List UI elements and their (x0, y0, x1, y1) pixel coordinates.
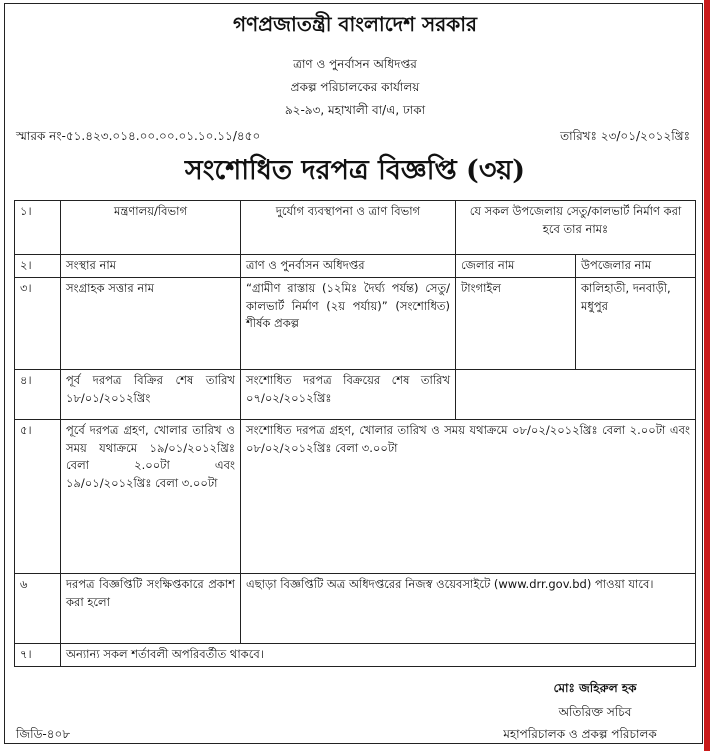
table-row (15, 419, 696, 573)
row-number: ৪। (15, 369, 61, 419)
district-column-header: জেলার নাম (456, 255, 576, 278)
office-address: ৯২-৯৩, মহাখালী বা/এ, ঢাকা (284, 103, 426, 117)
table-row (15, 255, 696, 278)
row-label: সংগ্রাহক সত্তার নাম (61, 277, 241, 369)
page-edge-marker (704, 0, 710, 751)
row-value: সংশোধিত দরপত্র বিক্রয়ের শেষ তারিখ ০৭/০২/২০১২খ্রিঃ (241, 369, 456, 419)
notice-date: তারিখঃ ২৩/০১/২০১২খ্রিঃ (560, 129, 690, 143)
row-text: অন্যান্য সকল শর্তাবলী অপরিবর্তীত থাকবে। (61, 643, 696, 666)
table-row (15, 369, 696, 419)
table-row (15, 643, 696, 666)
tender-details-table (14, 200, 696, 667)
row-value: ত্রাণ ও পুনর্বাসন অধিদপ্তর (241, 255, 456, 278)
row-label: মন্ত্রণালয়/বিভাগ (61, 201, 241, 255)
row-value: এছাড়া বিজ্ঞপ্তিটি অত্র অধিদপ্তরের নিজস্ব ওয়েবসাইটে (www.drr.gov.bd) পাওয়া যাবে। (241, 573, 696, 643)
upazila-column-header: উপজেলার নাম (576, 255, 696, 278)
empty-cell (456, 369, 696, 419)
row-number: ৭। (15, 643, 61, 666)
office-name: প্রকল্প পরিচালকের কার্যালয় (290, 80, 420, 94)
row-number: ৬ (15, 573, 61, 643)
location-list-heading: যে সকল উপজেলায় সেতু/কালভার্ট নির্মাণ করা হবে তার নামঃ (456, 201, 696, 255)
memo-number: স্মারক নং-৫১.৪২৩.০১৪.০০.০০.০১.১০.১১/৪৫০ (16, 129, 261, 143)
table-row (15, 573, 696, 643)
row-number: ২। (15, 255, 61, 278)
district-name: টাংগাইল (456, 277, 576, 369)
row-number: ৫। (15, 419, 61, 573)
notice-title: সংশোধিত দরপত্র বিজ্ঞপ্তি (৩য়) (184, 155, 526, 186)
row-label: পূর্বে দরপত্র গ্রহণ, খোলার তারিখ ও সময় যথাক্রমে ১৯/০১/২০১২খ্রিঃ বেলা ২.০০টা এবং ১৯/০১/২০১২খ্রিঃ বেলা ৩.০০টা (61, 419, 241, 573)
row-label: সংস্থার নাম (61, 255, 241, 278)
department-name: ত্রাণ ও পুনর্বাসন অধিদপ্তর (293, 57, 417, 71)
row-value: সংশোধিত দরপত্র গ্রহণ, খোলার তারিখ ও সময় যথাক্রমে ০৮/০২/২০১২খ্রিঃ বেলা ২.০০টা এবং ০৮/০২/২০১২খ্রিঃ বেলা ৩.০০টা (241, 419, 696, 573)
table-row (15, 201, 696, 255)
project-name: “গ্রামীণ রাস্তায় (১২মিঃ দৈর্ঘ্য পর্যন্ত) সেতু/কালভার্ট নির্মাণ (২য় পর্যায়)” (সংশোধিত) শীর্ষক প্রকল্প (241, 277, 456, 369)
row-value: দুর্যোগ ব্যবস্থাপনা ও ত্রাণ বিভাগ (241, 201, 456, 255)
table-row (15, 277, 696, 369)
row-number: ৩। (15, 277, 61, 369)
signatory-designation: মহাপরিচালক ও প্রকল্প পরিচালক (503, 727, 657, 741)
upazila-names: কালিহাতী, দনবাড়ী, মধুপুর (576, 277, 696, 369)
row-label: দরপত্র বিজ্ঞপ্তিটি সংক্ষিপ্তকারে প্রকাশ করা হলো (61, 573, 241, 643)
government-title: গণপ্রজাতন্ত্রী বাংলাদেশ সরকার (233, 12, 477, 36)
row-number: ১। (15, 201, 61, 255)
publication-code: জিডি-৪০৮ (16, 727, 71, 741)
signatory-name: মোঃ জহিরুল হক (553, 681, 637, 695)
signatory-title: অতিরিক্ত সচিব (558, 705, 632, 719)
row-label: পূর্ব দরপত্র বিক্রির শেষ তারিখ ১৮/০১/২০১২খ্রিং (61, 369, 241, 419)
